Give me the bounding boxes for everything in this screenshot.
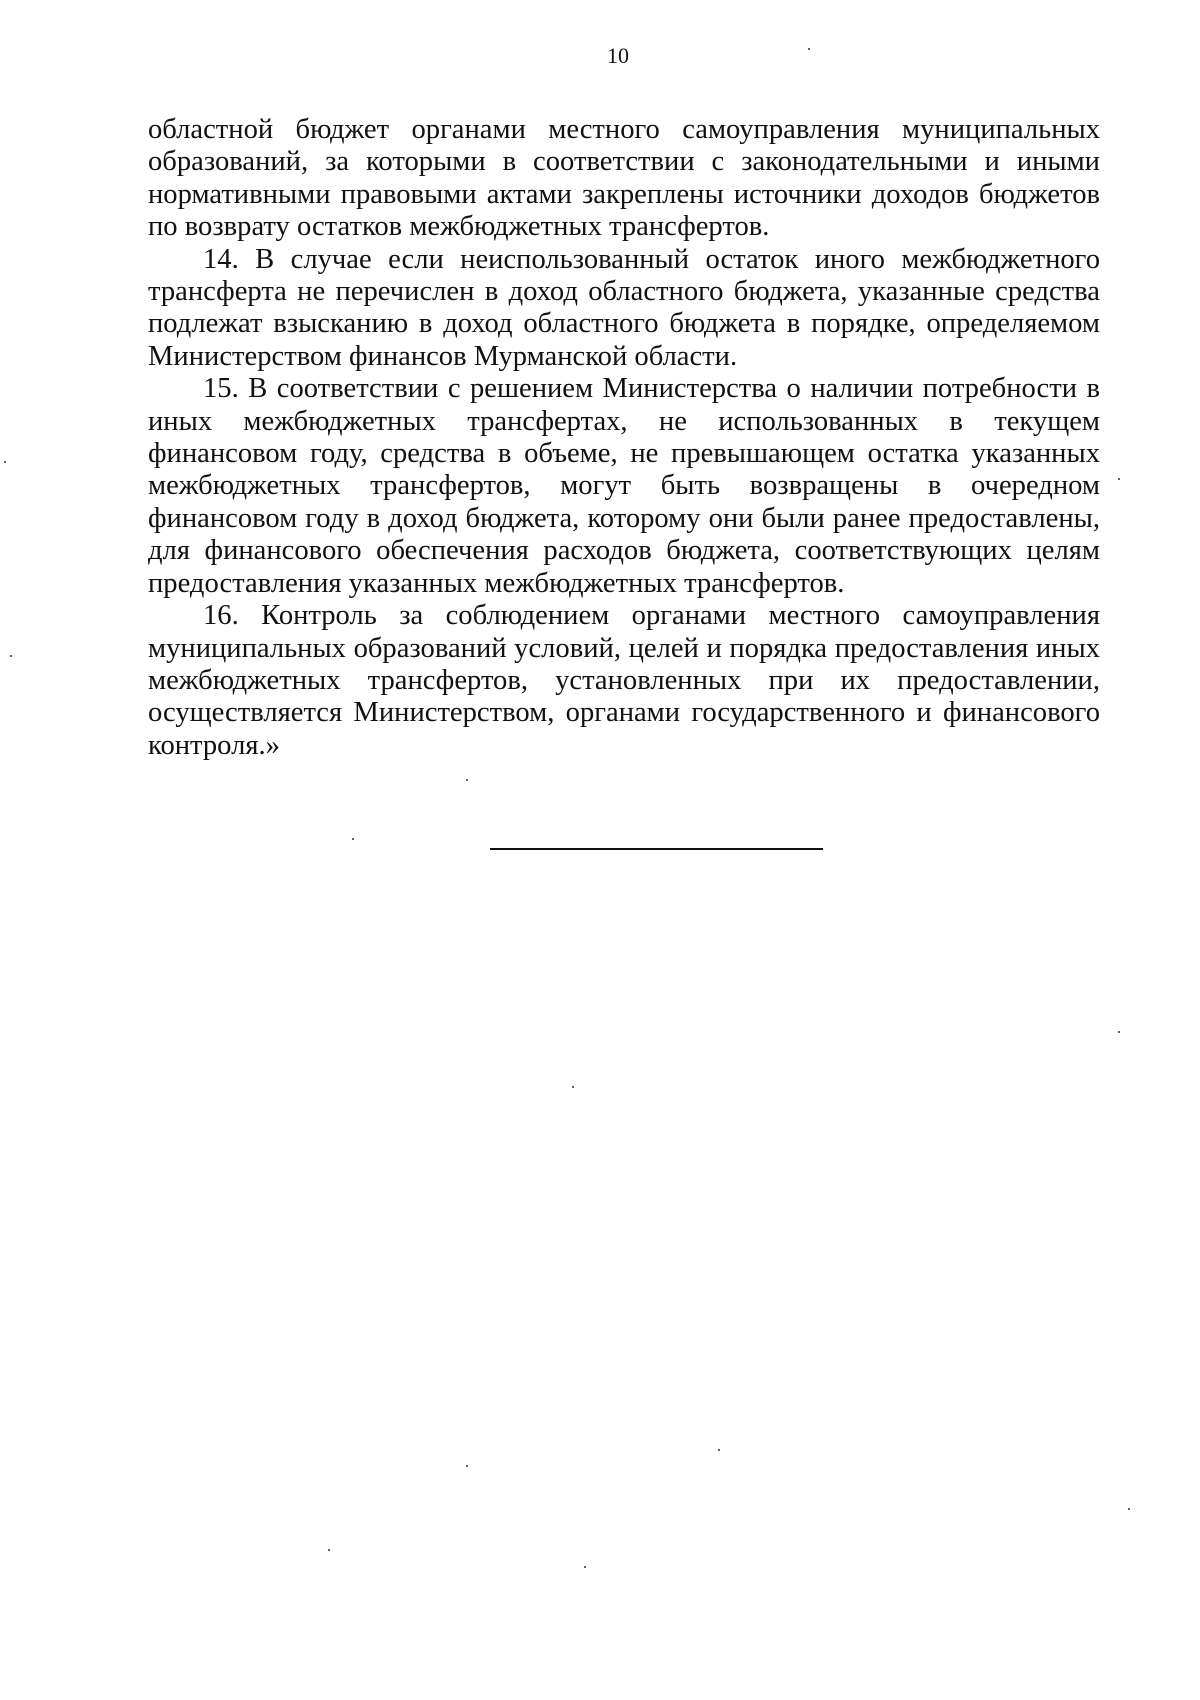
scan-speck bbox=[352, 838, 354, 840]
scan-speck bbox=[1128, 1508, 1130, 1510]
scan-speck bbox=[328, 1549, 330, 1551]
document-body bbox=[148, 114, 1100, 762]
scan-speck bbox=[584, 1566, 586, 1568]
scan-speck bbox=[1118, 1031, 1120, 1033]
scan-speck bbox=[10, 655, 12, 657]
page-number: 10 bbox=[607, 43, 629, 68]
scan-speck bbox=[4, 461, 6, 463]
scan-speck bbox=[1118, 478, 1120, 480]
scan-speck bbox=[718, 1449, 720, 1451]
closing-horizontal-rule bbox=[490, 848, 823, 850]
paragraph-item-16: 16. Контроль за соблюдением органами местного самоуправления муниципальных образований условий, целей и порядка предоставления иных межбюджетных трансфертов, установленных при их предоставлении, осуществляется Министерством, органами государственного и финансового контроля.» bbox=[148, 600, 1100, 761]
paragraph-item-15: 15. В соответствии с решением Министерства о наличии потребности в иных межбюджетных трансфертах, не использованных в текущем финансовом году, средства в объеме, не превышающем остатка указанных межбюджетных трансфертов, могут быть возвращены в очередном финансовом году в доход бюджета, которому они были ранее предоставлены, для финансового обеспечения расходов бюджета, соответствующих целям предоставления указанных межбюджетных трансфертов. bbox=[148, 373, 1100, 599]
scan-speck bbox=[466, 1465, 468, 1467]
scan-speck bbox=[466, 779, 468, 781]
scan-speck bbox=[808, 48, 810, 50]
paragraph-item-14: 14. В случае если неиспользованный остаток иного межбюджетного трансферта не перечислен в доход областного бюджета, указанные средства подлежат взысканию в доход областного бюджета в порядке, определяемом Министерством финансов Мурманской области. bbox=[148, 243, 1100, 372]
paragraph-continuation: областной бюджет органами местного самоуправления муниципальных образований, за которыми в соответствии с законодательными и иными нормативными правовыми актами закреплены источники доходов бюджетов по возврату остатков межбюджетных трансфертов. bbox=[148, 114, 1100, 243]
scan-speck bbox=[572, 1086, 574, 1088]
